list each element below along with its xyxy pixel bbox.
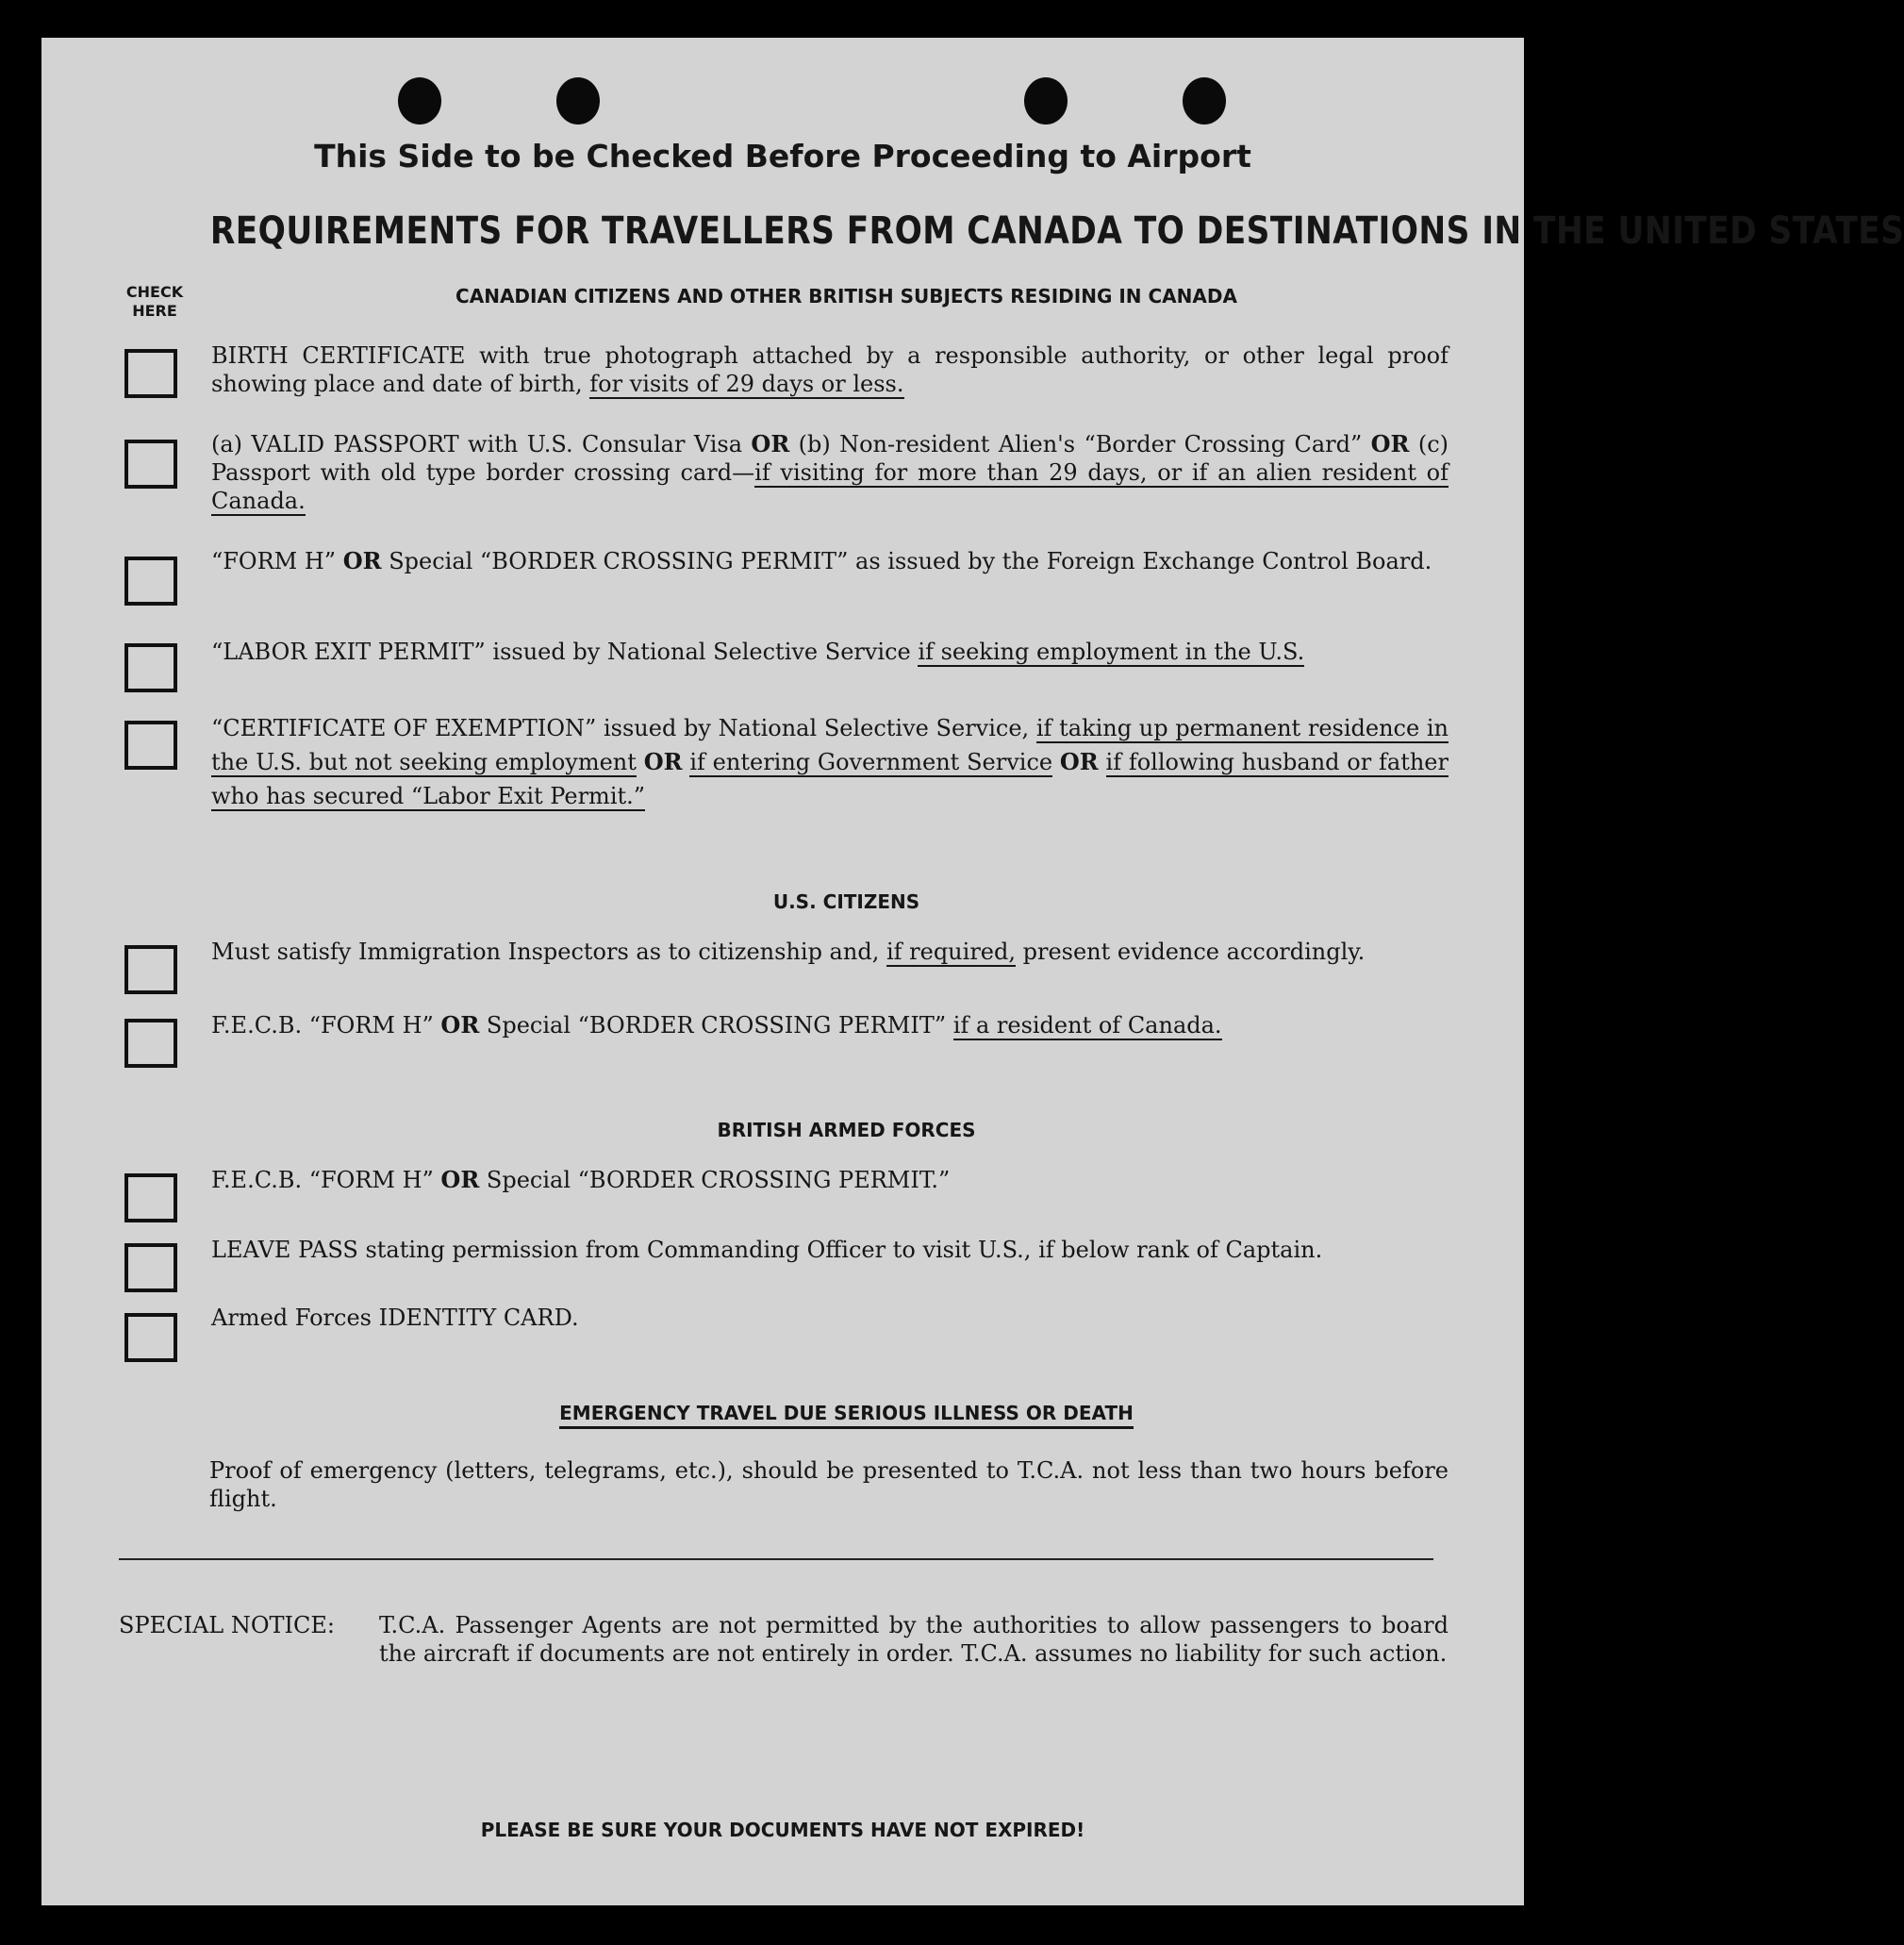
item-certificate-exemption: “CERTIFICATE OF EXEMPTION” issued by National Selective Service, if taking up permanent residence in the U.S. but not seeking employment OR if entering Government Service OR if following husband or father who has secured “Labor Exit Permit.”: [211, 715, 1449, 809]
item-labor-exit-permit: “LABOR EXIT PERMIT” issued by National Selective Service if seeking employment in the U.S.: [211, 639, 1305, 665]
punch-hole: [1183, 77, 1226, 125]
page-title: REQUIREMENTS FOR TRAVELLERS FROM CANADA TO DESTINATIONS IN THE UNITED STATES: [209, 209, 1904, 253]
side-title: This Side to be Checked Before Proceeding to Airport: [314, 138, 1251, 175]
punch-hole: [1024, 77, 1068, 125]
special-notice-label: SPECIAL NOTICE:: [119, 1612, 335, 1638]
item-birth-certificate: BIRTH CERTIFICATE with true photograph attached by a responsible authority, or other legal proof showing place and date of birth, for visits of 29 days or less.: [211, 342, 1449, 397]
checkbox-certificate-exemption[interactable]: [124, 721, 177, 770]
emergency-text: Proof of emergency (letters, telegrams, etc.), should be presented to T.C.A. not less than two hours before flight.: [209, 1457, 1449, 1512]
checkbox-fecb-form-h-us[interactable]: [124, 1019, 177, 1068]
divider: [119, 1558, 1433, 1560]
item-fecb-form-h-us: F.E.C.B. “FORM H” OR Special “BORDER CROSSING PERMIT” if a resident of Canada.: [211, 1011, 1222, 1039]
punch-hole: [398, 77, 441, 125]
item-fecb-form-h-british: F.E.C.B. “FORM H” OR Special “BORDER CROSSING PERMIT.”: [211, 1166, 951, 1193]
checkbox-fecb-form-h-british[interactable]: [124, 1173, 177, 1222]
item-valid-passport: (a) VALID PASSPORT with U.S. Consular Visa OR (b) Non-resident Alien's “Border Crossing Card” OR (c) Passport with old type border crossing card—if visiting for more than 29 days, or if an alien resident of Canada.: [211, 430, 1449, 514]
section-heading-british-armed-forces: BRITISH ARMED FORCES: [717, 1119, 976, 1141]
checkbox-identity-card[interactable]: [124, 1313, 177, 1362]
checkbox-leave-pass[interactable]: [124, 1243, 177, 1292]
item-satisfy-inspectors: Must satisfy Immigration Inspectors as to citizenship and, if required, present evidence accordingly.: [211, 939, 1366, 965]
checkbox-labor-exit-permit[interactable]: [124, 643, 177, 692]
item-form-h: “FORM H” OR Special “BORDER CROSSING PERMIT” as issued by the Foreign Exchange Control Board.: [211, 547, 1432, 574]
checkbox-birth-certificate[interactable]: [124, 349, 177, 398]
section-heading-emergency: EMERGENCY TRAVEL DUE SERIOUS ILLNESS OR DEATH: [244, 1402, 1449, 1424]
document-page: [41, 38, 1904, 1905]
section-heading-us-citizens: U.S. CITIZENS: [772, 890, 920, 913]
item-leave-pass: LEAVE PASS stating permission from Commanding Officer to visit U.S., if below rank of Captain.: [211, 1237, 1323, 1263]
special-notice-text: T.C.A. Passenger Agents are not permitted by the authorities to allow passengers to board the aircraft if documents are not entirely in order. T.C.A. assumes no liability for such action.: [379, 1612, 1449, 1667]
footer-warning: PLEASE BE SURE YOUR DOCUMENTS HAVE NOT EXPIRED!: [480, 1819, 1085, 1841]
punch-hole: [556, 77, 600, 125]
checkbox-valid-passport[interactable]: [124, 440, 177, 489]
check-here-label: CHECK HERE: [125, 283, 184, 320]
checkbox-form-h[interactable]: [124, 557, 177, 606]
section-heading-canadian: CANADIAN CITIZENS AND OTHER BRITISH SUBJECTS RESIDING IN CANADA: [455, 285, 1237, 308]
item-identity-card: Armed Forces IDENTITY CARD.: [211, 1305, 579, 1331]
checkbox-satisfy-inspectors[interactable]: [124, 945, 177, 994]
